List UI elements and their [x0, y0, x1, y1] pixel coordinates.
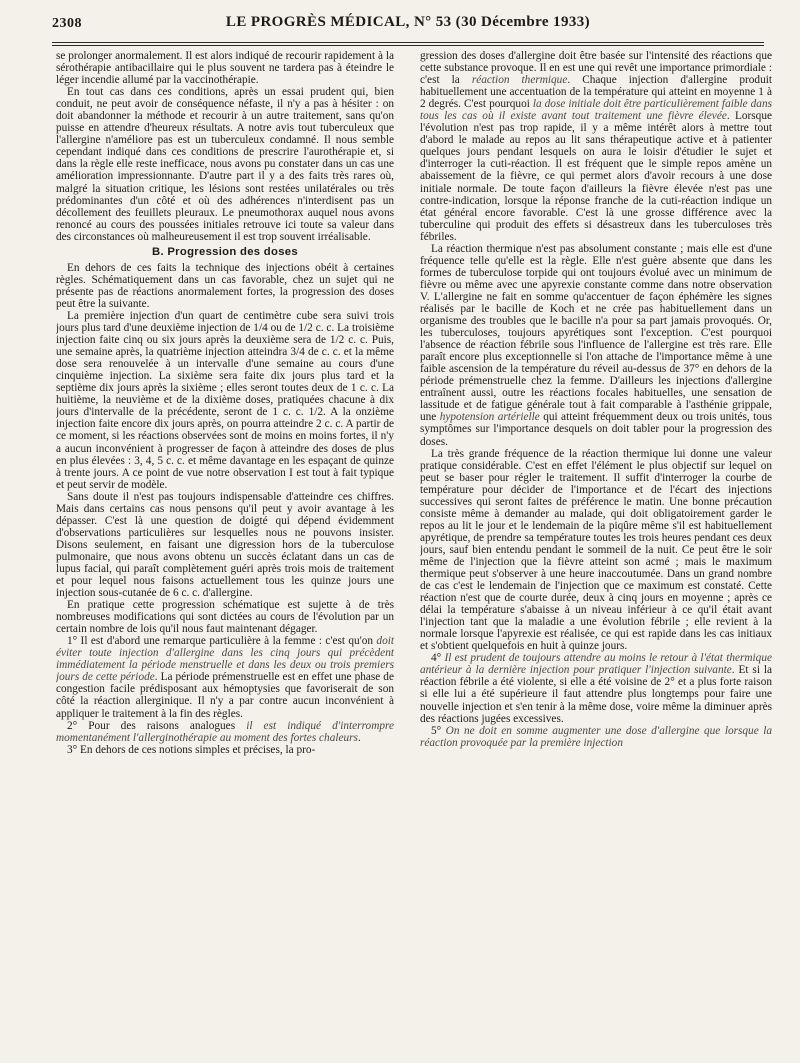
- header-rule: [52, 42, 764, 43]
- text-run: 2° Pour des raisons analogues: [67, 719, 247, 732]
- text-run: gression des doses d'allergine doit être basée sur l'intensité des réactions que cette substance provoque. Il en est une qui revêt une importance primordiale : c'est la: [420, 50, 772, 87]
- journal-title: LE PROGRÈS MÉDICAL, N° 53 (30 Décembre 1933): [225, 14, 591, 30]
- paragraph: En dehors de ces faits la technique des injections obéit à certaines règles. Schématiquement dans un cas favorable, chez un sujet qui ne présente pas de réactions anormalement fortes, la progression des doses peut être la suivante.: [56, 261, 394, 310]
- italic-text: la dose initiale doit être particulièrement faible dans tous les cas où il existe avant tout traitement une fièvre élevée: [420, 98, 772, 123]
- paragraph: [420, 652, 772, 724]
- right-column: [420, 50, 772, 1055]
- paragraph: En tout cas dans ces conditions, après un essai prudent qui, bien conduit, ne peut avoir de conséquence néfaste, il n'y a pas à hésiter : on doit abandonner la méthode et recourir à un autre traitement, sans qu'on puisse en attendre d'heureux résultats. A notre avis tout tuberculeux que l'allergine n'améliore pas est un tuberculeux condamné. Il nous semble cependant indiqué dans ces conditions de prescrire l'aurothérapie et, si dans la règle elle reste inefficace, nous avons pu constater dans un cas une amélioration impressionnante. D'autre part il y a des faits très rares où, malgré la situation critique, les lésions sont restées unilatérales ou très prédominantes d'un côté et où des adhérences n'interdisent pas un décollement des feuillets pleuraux. Le pneumothorax auquel nous avons renoncé au cours des poussées initiales retrouve ici toute sa valeur dans des circonstances où malheureusement il est trop souvent irréalisable.: [56, 86, 394, 243]
- paragraph: [420, 725, 772, 749]
- paragraph: En pratique cette progression schématique est sujette à de très nombreuses modifications qui sont dictées au cours de l'évolution par un certain nombre de lois qu'il nous faut maintenant dégager.: [56, 599, 394, 636]
- text-run: 4°: [431, 652, 445, 665]
- italic-text: doit éviter toute injection d'allergine dans les cinq jours qui précèdent immédiatement la période menstruelle et dans les deux ou trois premiers jours de cette période: [56, 635, 394, 684]
- paragraph: La première injection d'un quart de centimètre cube sera suivi trois jours plus tard d'une deuxième injection de 1/4 ou de 1/2 c. c. La troisième injection faite cinq ou six jours après la deuxième sera de 1/2 c. c. Puis, une semaine après, la quatrième injection atteindra 3/4 de c. c. et la même dose sera renouvelée à un intervalle d'une semaine au cours d'une cinquième injection. La sixième sera faite dix jours plus tard et la septième dix jours après la sixième ; elles seront toutes deux de 1 c. c. La huitième, la neuvième et de la dixième doses, pratiquées chacune à dix jours d'intervalle de la précédente, seront de 1 c. c. 1/2. A la onzième injection faite encore dix jours après, on pourra atteindre 2 c. c. A partir de ce moment, si les réactions observées sont de moins en moins fortes, il n'y a aucun inconvénient à progresser de façon à atteindre des doses de plus en plus élevées : 3, 4, 5 c. c. et même davantage en les espaçant de quinze à trente jours. A ce point de vue notre observation I est tout à fait typique et peut servir de modèle.: [56, 309, 394, 491]
- text-run: .: [357, 731, 361, 744]
- text-run: . Lorsque l'évolution n'est pas trop rapide, il y a même intérêt alors à mettre tout d'abord le malade au repos au lit sans thérapeutique active et à patienter quelques jours pendant lesquels on aura le loisir d'étudier le sujet et d'interroger la cuti-réaction. Il est fréquent que le simple repos amène un abaissement de la fièvre, ce qui permet alors d'avoir recours à une dose initiale normale. De toute façon d'ailleurs la fièvre élevée n'est pas une contre-indication, lorsque la réponse franche de la cuti-réaction indique un état général encore favorable. C'est là une grosse différence avec la tuberculine qui produit des effets si désastreux dans les tuberculoses très fébriles.: [420, 110, 772, 243]
- text-run: . Chaque injection d'allergine produit habituellement une accentuation de la température qui atteint en moyenne 1 à 2 degrés. C'est pourquoi: [420, 74, 772, 111]
- left-column: [56, 50, 394, 1055]
- paragraph: 3° En dehors de ces notions simples et précises, la pro-: [67, 743, 316, 756]
- text-run: 1° Il est d'abord une remarque particulière à la femme : c'est qu'on: [67, 635, 377, 648]
- paragraph: se prolonger anormalement. Il est alors indiqué de recourir rapidement à la sérothérapie antibacillaire qui le plus souvent ne tardera pas à éteindre le léger incendie allumé par la vaccinothérapie.: [56, 50, 394, 87]
- page-header: [52, 10, 764, 44]
- text-run: 5°: [431, 724, 446, 737]
- paragraph: [56, 635, 394, 719]
- page-number: 2308: [52, 16, 82, 31]
- paragraph: [56, 720, 394, 744]
- paragraph: La très grande fréquence de la réaction thermique lui donne une valeur pratique considérable. C'est en effet l'élément le plus objectif sur lequel on peut se baser pour régler le traitement. Il suffit d'interroger la courbe de température pour décider de l'importance et de l'écart des injections successives qui seront faites de préférence le matin. Une bonne précaution consiste même à demander au malade, qui doit obligatoirement garder le repos au lit le jour et le lendemain de la piqûre même s'il est habituellement apyrétique, de prendre sa température toutes les trois heures pendant ces deux jours, sauf bien entendu pendant le sommeil de la nuit. Ce peut être le soir même de l'injection que la fièvre atteint son acmé ; mais le maximum thermique peut s'observer à une heure inaccoutumée. Dans un grand nombre de cas c'est le lendemain de l'injection que ce maximum est constaté. Cette réaction n'est que de courte durée, deux à cinq jours en moyenne ; après ce délai la température s'abaisse à un niveau inférieur à ce qu'il était avant l'injection tant que la maladie a une évolution fébrile ; elle revient à la normale lorsque l'apyrexie est réalisée, ce qui est rapide dans les cas initiaux et s'obtient quelquefois en huit à quinze jours.: [420, 447, 772, 653]
- header-rule-thin: [52, 45, 764, 46]
- text-run: La réaction thermique n'est pas absolument constante ; mais elle est d'une fréquence telle qu'elle est la règle. Elle n'est guère absente que dans les formes de tuberculose torpide qui ont toujours évolué avec un minimum de fièvre ou même avec une apyrexie constante comme dans notre observation V. L'allergine ne fait en somme qu'accentuer de façon éphémère les signes réalisés par le bacille de Koch et ne crée pas habituellement dans un organisme des troubles que le bacille n'a pour sa part jamais provoqués. Or, les tuberculoses, toujours apyrétiques sont l'exception. C'est pourquoi l'absence de réaction fébrile sous l'influence de l'allergine est très rare. Elle paraît encore plus exceptionnelle si l'on attache de l'importance même à une faible ascension de la température du réveil au-dessus de 37° en dehors de la période prémenstruelle chez la femme. D'ailleurs les injections d'allergine entraînent aussi, outre les réactions focales habituelles, une sensation de lassitude et de fatigue générale tout à fait comparable à l'asthénie grippale, une: [420, 242, 772, 424]
- text-run: qui atteint fréquemment deux ou trois unités, tous symptômes sur l'importance desquels on doit tabler pour la progression des doses.: [420, 411, 772, 448]
- italic-text: On ne doit en somme augmenter une dose d'allergine que lorsque la réaction provoquée par la première injection: [420, 724, 772, 749]
- paragraph: [420, 243, 772, 448]
- italic-text: hypotension artérielle: [439, 411, 540, 424]
- text-run: . La période prémenstruelle est en effet une phase de congestion facile prédisposant aux hémoptysies que favoriserait de son côté la réaction allerginique. Il n'y a par contre aucun inconvénient à appliquer le traitement à la fin des règles.: [56, 671, 394, 720]
- italic-text: réaction thermique: [471, 74, 568, 87]
- text-run: . Et si la réaction fébrile a été violente, si elle a été voisine de 2° et a plus forte raison si elle lui a été supérieure il faut attendre plus longtemps pour faire une nouvelle injection et s'en tenir à la même dose, voire même la diminuer après des réactions jugées excessives.: [420, 664, 772, 725]
- italic-text: il est indiqué d'interrompre momentanément l'allerginothérapie au moment des fortes chaleurs: [56, 719, 394, 744]
- paragraph: Sans doute il n'est pas toujours indispensable d'atteindre ces chiffres. Mais dans certains cas nous pensons qu'il peut y avoir avantage à les dépasser. C'est là une question de doigté qui dépend évidemment d'observations particulières sur lesquelles nous ne pouvons insister. Disons seulement, en faisant une digression hors de la tuberculose pulmonaire, que nous avons obtenu un succès éclatant dans un cas de lupus facial, qui paraît complètement guéri après trois mois de traitement et pour lequel nous faisons actuellement tous les quinze jours une injection sous-cutanée de 6 c. c. d'allergine.: [56, 490, 394, 600]
- section-heading: B. Progression des doses: [152, 245, 298, 258]
- italic-text: Il est prudent de toujours attendre au moins le retour à l'état thermique antérieur à la dernière injection pour pratiquer l'injection suivante: [420, 652, 772, 677]
- paragraph: [420, 50, 772, 243]
